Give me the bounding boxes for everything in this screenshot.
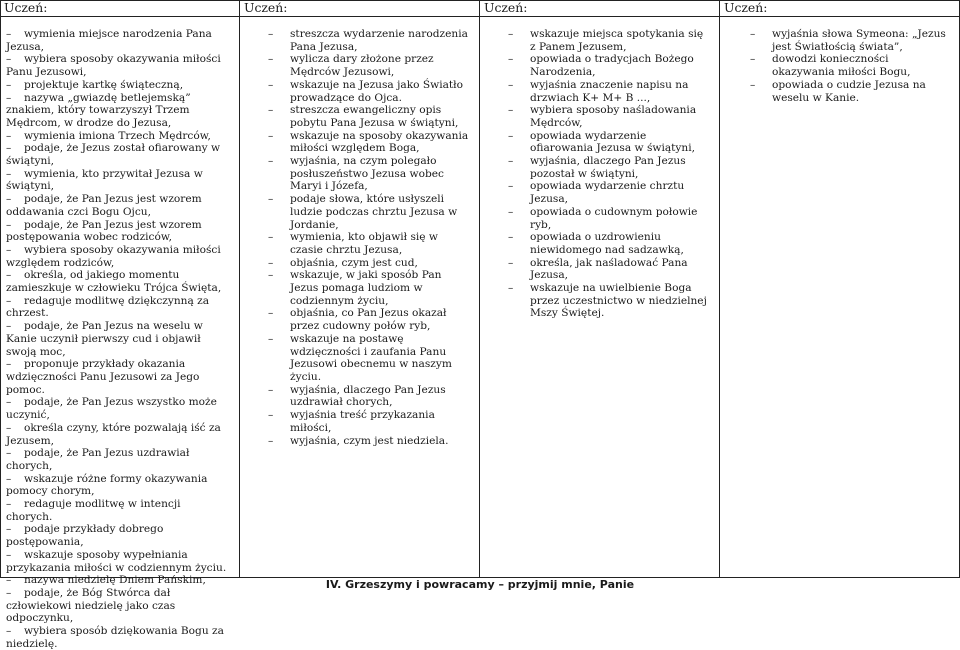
requirement-item [268, 53, 472, 78]
requirement-item [6, 320, 230, 358]
requirement-text: wskazuje na sposoby okazywania miłości względem Boga, [290, 129, 469, 155]
requirement-text: wymienia miejsce narodzenia Pana Jezusa, [6, 28, 212, 53]
bullet-dash: – [6, 586, 12, 599]
requirement-text: wyjaśnia znaczenie napisu na drzwiach K+ M+ B ..., [530, 78, 689, 104]
bullet-dash: – [750, 53, 756, 66]
requirement-text: podaje, że Pan Jezus jest wzorem postępowania wobec rodziców, [6, 218, 202, 244]
column-2-requirements [268, 28, 472, 447]
requirement-item [508, 79, 712, 104]
requirement-item [6, 92, 230, 130]
requirement-text: opowiada o cudownym połowie ryb, [530, 205, 698, 231]
bullet-dash: – [750, 78, 756, 91]
requirement-item [508, 282, 712, 320]
requirement-item [268, 231, 472, 256]
bullet-dash: – [6, 625, 12, 638]
requirement-text: objaśnia, czym jest cud, [290, 256, 418, 269]
requirement-text: wylicza dary złożone przez Mędrców Jezusowi, [290, 53, 434, 79]
requirement-text: podaje przykłady dobrego postępowania, [6, 523, 164, 549]
requirement-item [750, 28, 954, 53]
requirement-text: redaguje modlitwę w intencji chorych. [6, 498, 181, 523]
requirement-item [6, 396, 230, 421]
requirement-text: podaje, że Pan Jezus wszystko może uczynić, [6, 396, 217, 422]
requirement-text: wymienia, kto przywitał Jezusa w świątyni, [6, 167, 203, 193]
bullet-dash: – [268, 193, 274, 206]
requirement-item [6, 358, 230, 396]
bullet-dash: – [508, 53, 514, 66]
bullet-dash: – [6, 78, 12, 91]
requirement-item [6, 295, 230, 320]
requirement-item [268, 435, 472, 448]
bullet-dash: – [6, 396, 12, 409]
bullet-dash: – [268, 269, 274, 282]
requirement-item [268, 307, 472, 332]
bullet-dash: – [268, 78, 274, 91]
requirement-item [508, 130, 712, 155]
requirement-text: wskazuje, w jaki sposób Pan Jezus pomaga ludziom w codziennym życiu, [290, 269, 442, 307]
bullet-dash: – [508, 28, 514, 40]
bullet-dash: – [268, 434, 274, 447]
bullet-dash: – [508, 155, 514, 168]
requirement-text: wybiera sposoby okazywania miłości względem rodziców, [6, 243, 221, 269]
column-4-requirements [750, 28, 954, 104]
requirement-item [6, 28, 230, 53]
requirement-item [508, 257, 712, 282]
bullet-dash: – [508, 78, 514, 91]
requirement-item [6, 549, 230, 574]
requirement-text: opowiada wydarzenie ofiarowania Jezusa w świątyni, [530, 129, 695, 155]
requirement-item [268, 269, 472, 307]
requirement-text: wyjaśnia, czym jest niedziela. [290, 434, 449, 447]
requirement-text: nazywa „gwiazdę betlejemską” znakiem, który towarzyszył Trzem Mędrcom, w drodze do Jezusa, [6, 91, 191, 129]
requirement-text: streszcza wydarzenie narodzenia Pana Jezusa, [290, 28, 468, 53]
requirement-text: wyjaśnia słowa Symeona: „Jezus jest Światłością świata”, [772, 28, 946, 53]
requirement-item [6, 142, 230, 167]
bullet-dash: – [6, 129, 12, 142]
header-uczen-1: Uczeń: [4, 0, 48, 15]
bullet-dash: – [508, 231, 514, 244]
bullet-dash: – [6, 167, 12, 180]
bullet-dash: – [6, 294, 12, 307]
header-uczen-2: Uczeń: [244, 0, 288, 15]
requirement-text: streszcza ewangeliczny opis pobytu Pana Jezusa w świątyni, [290, 104, 459, 129]
requirement-item [508, 53, 712, 78]
requirement-item [6, 625, 230, 650]
bullet-dash: – [6, 28, 12, 40]
requirement-text: określa, od jakiego momentu zamieszkuje w człowieku Trójca Święta, [6, 269, 222, 295]
requirement-text: redaguje modlitwę dziękczynną za chrzest. [6, 294, 210, 320]
requirement-item [508, 28, 712, 53]
bullet-dash: – [6, 523, 12, 536]
bullet-dash: – [6, 472, 12, 485]
requirement-item [6, 473, 230, 498]
requirement-text: wyjaśnia, dlaczego Pan Jezus pozostał w świątyni, [530, 155, 686, 180]
requirement-item [750, 79, 954, 104]
requirement-text: wybiera sposoby okazywania miłości Panu Jezusowi, [6, 53, 221, 79]
bullet-dash: – [750, 28, 756, 40]
requirement-item [268, 104, 472, 129]
requirement-text: wskazuje na uwielbienie Boga przez uczestnictwo w niedzielnej Mszy Świętej. [530, 282, 707, 320]
bullet-dash: – [508, 129, 514, 142]
requirement-text: opowiada o tradycjach Bożego Narodzenia, [530, 53, 694, 79]
requirement-item [6, 168, 230, 193]
requirement-item [508, 104, 712, 129]
requirement-text: podaje, że Pan Jezus uzdrawiał chorych, [6, 447, 190, 472]
requirement-item [750, 53, 954, 78]
requirement-text: proponuje przykłady okazania wdzięczności Panu Jezusowi za Jego pomoc. [6, 358, 200, 396]
bullet-dash: – [6, 320, 12, 333]
bullet-dash: – [268, 28, 274, 40]
requirement-text: wyjaśnia, na czym polegało posłuszeństwo Jezusa wobec Maryi i Józefa, [290, 155, 444, 193]
requirement-text: wyjaśnia, dlaczego Pan Jezus uzdrawiał chorych, [290, 383, 446, 409]
requirement-text: podaje, że Bóg Stwórca dał człowiekowi niedzielę jako czas odpoczynku, [6, 586, 176, 625]
column-3-requirements [508, 28, 712, 320]
bullet-dash: – [268, 256, 274, 269]
table-top-border [0, 0, 960, 1]
requirement-item [6, 219, 230, 244]
requirement-text: wyjaśnia treść przykazania miłości, [290, 409, 435, 434]
bullet-dash: – [268, 307, 274, 320]
requirement-text: wymienia imiona Trzech Mędrców, [24, 129, 211, 142]
requirement-item [268, 28, 472, 53]
bullet-dash: – [6, 243, 12, 256]
requirement-text: wskazuje miejsca spotykania się z Panem Jezusem, [530, 28, 704, 53]
header-row-border [0, 16, 960, 17]
requirement-item [508, 206, 712, 231]
requirement-item [508, 180, 712, 205]
requirement-item [6, 193, 230, 218]
requirement-item [6, 269, 230, 294]
requirement-item [6, 79, 230, 92]
bullet-dash: – [6, 358, 12, 371]
column-divider-3 [719, 0, 720, 577]
requirement-item [6, 587, 230, 625]
column-divider-2 [479, 0, 480, 577]
header-uczen-4: Uczeń: [724, 0, 768, 15]
bullet-dash: – [508, 282, 514, 295]
bullet-dash: – [508, 256, 514, 269]
bullet-dash: – [508, 180, 514, 193]
bullet-dash: – [6, 91, 12, 104]
bullet-dash: – [508, 205, 514, 218]
requirement-text: określa, jak naśladować Pana Jezusa, [530, 256, 688, 282]
requirement-text: wskazuje na Jezusa jako Światło prowadzące do Ojca. [290, 78, 463, 104]
bullet-dash: – [268, 104, 274, 117]
requirement-item [268, 155, 472, 193]
requirement-item [508, 155, 712, 180]
bullet-dash: – [268, 231, 274, 244]
requirement-item [6, 523, 230, 548]
bullet-dash: – [6, 53, 12, 66]
bullet-dash: – [6, 548, 12, 561]
bullet-dash: – [6, 447, 12, 460]
requirement-item [6, 422, 230, 447]
requirement-item [6, 498, 230, 523]
bullet-dash: – [508, 104, 514, 117]
requirement-item [6, 130, 230, 143]
bullet-dash: – [6, 421, 12, 434]
requirement-text: opowiada wydarzenie chrztu Jezusa, [530, 180, 685, 206]
requirement-text: wskazuje sposoby wypełniania przykazania miłości w codziennym życiu. [6, 548, 227, 574]
bullet-dash: – [268, 53, 274, 66]
bullet-dash: – [268, 332, 274, 345]
requirement-item [268, 384, 472, 409]
bullet-dash: – [268, 409, 274, 422]
requirement-text: wskazuje na postawę wdzięczności i zaufania Panu Jezusowi obecnemu w naszym życiu. [290, 332, 452, 383]
requirement-text: wymienia, kto objawił się w czasie chrztu Jezusa, [290, 231, 438, 256]
section-footer-title: IV. Grzeszymy i powracamy – przyjmij mnie, Panie [325, 578, 635, 591]
bullet-dash: – [268, 155, 274, 168]
requirement-item [268, 79, 472, 104]
requirement-item [6, 244, 230, 269]
requirement-text: podaje, że Pan Jezus na weselu w Kanie uczynił pierwszy cud i objawił swoją moc, [6, 320, 203, 358]
bullet-dash: – [268, 129, 274, 142]
bullet-dash: – [6, 218, 12, 231]
requirement-item [268, 257, 472, 270]
requirement-item [508, 231, 712, 256]
column-divider-1 [239, 0, 240, 577]
bullet-dash: – [6, 498, 12, 511]
requirement-text: dowodzi konieczności okazywania miłości Bogu, [772, 53, 911, 79]
requirement-text: wskazuje różne formy okazywania pomocy chorym, [6, 472, 208, 498]
requirement-text: określa czyny, które pozwalają iść za Jezusem, [6, 421, 221, 447]
requirement-item [268, 409, 472, 434]
requirement-item [268, 193, 472, 231]
header-uczen-3: Uczeń: [484, 0, 528, 15]
requirement-text: nazywa niedzielę Dniem Pańskim, [24, 574, 206, 587]
requirement-item [6, 53, 230, 78]
requirement-text: objaśnia, co Pan Jezus okazał przez cudowny połów ryb, [290, 307, 447, 333]
requirement-text: opowiada o uzdrowieniu niewidomego nad sadzawką, [530, 231, 684, 256]
column-1-requirements [6, 28, 230, 650]
requirement-text: opowiada o cudzie Jezusa na weselu w Kanie. [772, 78, 926, 104]
bullet-dash: – [6, 269, 12, 282]
bullet-dash: – [6, 193, 12, 206]
requirement-text: podaje, że Jezus został ofiarowany w świątyni, [6, 142, 221, 168]
requirement-text: projektuje kartkę świąteczną, [24, 78, 184, 91]
requirement-text: wybiera sposoby naśladowania Mędrców, [530, 104, 697, 129]
bullet-dash: – [6, 142, 12, 155]
requirement-item [268, 333, 472, 384]
requirement-text: wybiera sposób dziękowania Bogu za niedzielę. [6, 625, 224, 650]
requirement-text: podaje słowa, które usłyszeli ludzie podczas chrztu Jezusa w Jordanie, [290, 193, 458, 231]
requirement-text: podaje, że Pan Jezus jest wzorem oddawania czci Bogu Ojcu, [6, 193, 202, 218]
bullet-dash: – [268, 383, 274, 396]
requirement-item [6, 447, 230, 472]
bullet-dash: – [6, 574, 12, 587]
requirement-item [268, 130, 472, 155]
